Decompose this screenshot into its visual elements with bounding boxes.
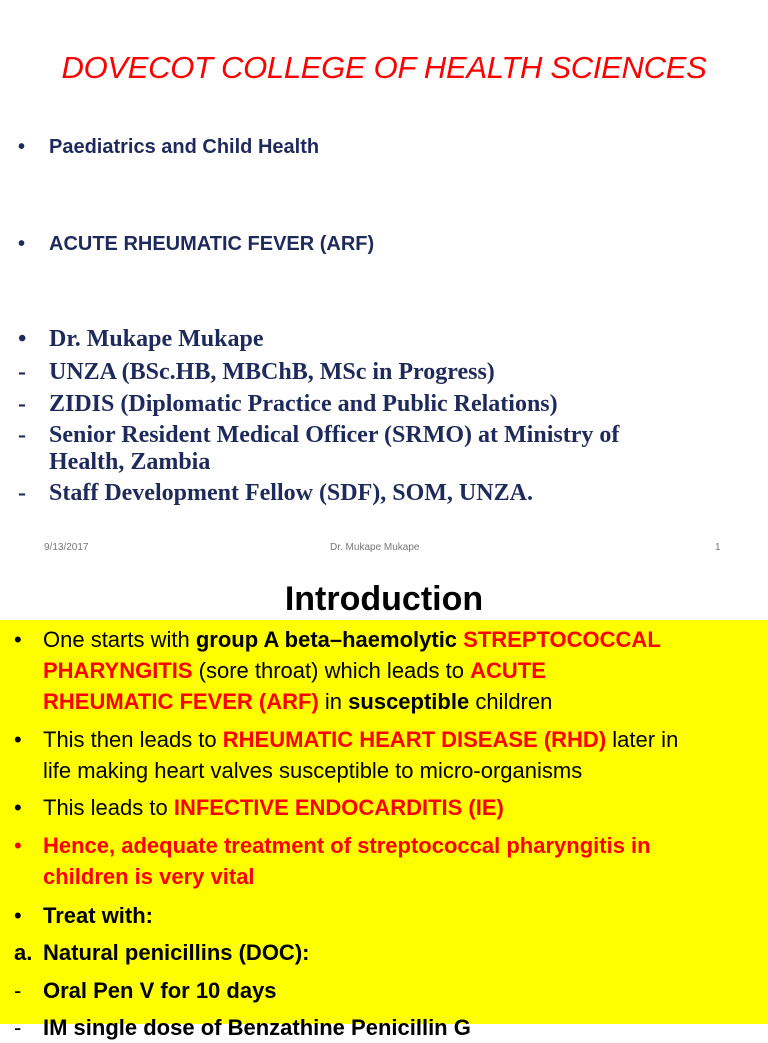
dash-mark: - <box>14 1015 22 1040</box>
dash-mark: - <box>18 480 26 506</box>
footer-page-number: 1 <box>715 542 721 553</box>
bullet-mark: • <box>14 627 22 652</box>
position-text-line2: Health, Zambia <box>49 449 211 475</box>
bullet-mark: • <box>14 833 22 858</box>
footer-date: 9/13/2017 <box>44 542 89 553</box>
qualification-text: ZIDIS (Diplomatic Practice and Public Relations) <box>49 391 558 417</box>
position-text-line1: Senior Resident Medical Officer (SRMO) at Ministry of <box>49 422 620 448</box>
college-title: DOVECOT COLLEGE OF HEALTH SCIENCES <box>61 50 707 85</box>
presenter-name: Dr. Mukape Mukape <box>49 326 264 352</box>
dash-mark: - <box>18 391 26 417</box>
letter-mark: a. <box>14 940 33 965</box>
bullet-mark: • <box>18 326 27 352</box>
dash-mark: - <box>18 422 26 448</box>
dash-mark: - <box>14 978 22 1003</box>
slide-2 <box>0 572 768 1040</box>
bullet-mark: • <box>14 903 22 928</box>
bullet-mark: • <box>18 233 26 255</box>
footer-author: Dr. Mukape Mukape <box>330 542 420 553</box>
topic-text: ACUTE RHEUMATIC FEVER (ARF) <box>49 233 375 255</box>
qualification-text: UNZA (BSc.HB, MBChB, MSc in Progress) <box>49 359 495 385</box>
bullet-mark: • <box>18 136 26 158</box>
bullet-mark: • <box>14 795 22 820</box>
section-title: Introduction <box>284 580 484 618</box>
highlight-box: • One starts with group A beta–haemolytic STREPTOCOCCAL PHARYNGITIS (sore throat) which leads to ACUTE RHEUMATIC FEVER (ARF) in susceptible children • This then leads to RHEUMATIC HEART DISEASE (RHD) later in life making heart valves susceptible to micro-organisms • This leads to INFECTIVE ENDOCARDITIS (IE) • Hence, adequate treatment of streptococcal pharyngitis in children is very vital • Treat with: a. Natural penicillins (DOC): - Oral Pen V for 10 days - IM single dose of Benzathine Penicillin G <box>0 620 768 1024</box>
fellowship-text: Staff Development Fellow (SDF), SOM, UNZA. <box>49 480 533 506</box>
dash-mark: - <box>18 359 26 385</box>
bullet-mark: • <box>14 727 22 752</box>
subject-text: Paediatrics and Child Health <box>49 136 320 158</box>
